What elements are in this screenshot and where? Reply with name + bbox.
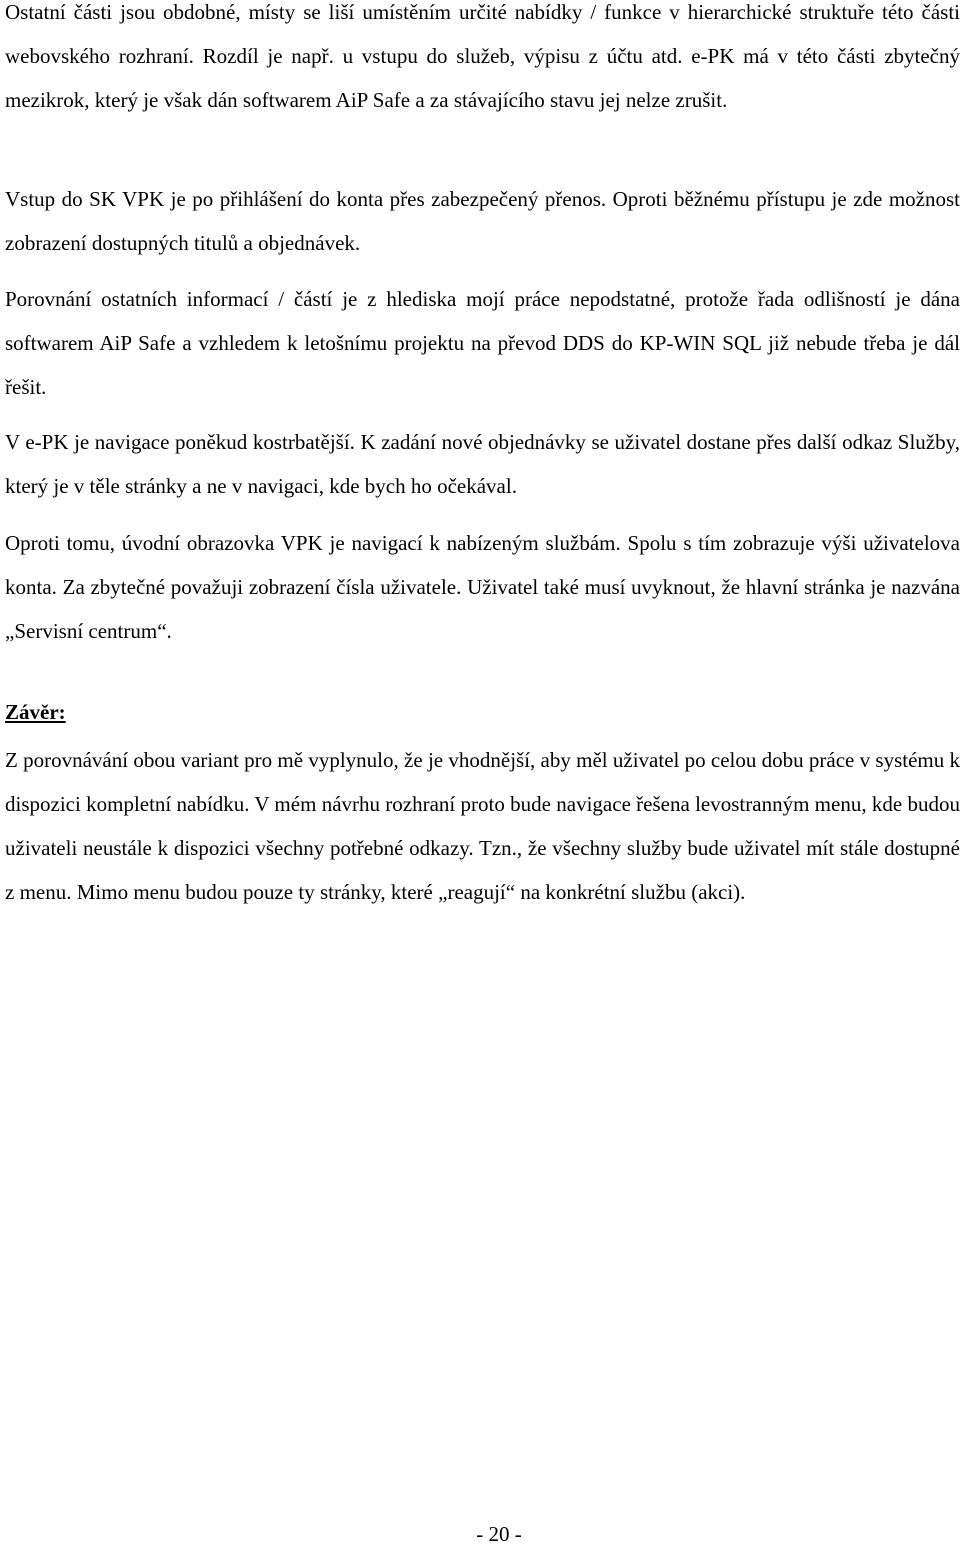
page-number: - 20 -: [476, 1522, 522, 1546]
paragraph-comparison-other: Porovnání ostatních informací / částí je z hlediska mojí práce nepodstatné, protože řada odlišností je dána softwarem AiP Safe a vzhledem k letošnímu projektu na převod DDS do KP-WIN SQL již nebude třeba je dál řešit.: [5, 287, 960, 399]
paragraph-sk-vpk-login: Vstup do SK VPK je po přihlášení do konta přes zabezpečený přenos. Oproti běžnému přístupu je zde možnost zobrazení dostupných titulů a objednávek.: [5, 187, 960, 255]
paragraph-other-parts: Ostatní části jsou obdobné, místy se liší umístěním určité nabídky / funkce v hierarchické struktuře této části webovského rozhraní. Rozdíl je např. u vstupu do služeb, výpisu z účtu atd. e-PK má v této části zbytečný mezikrok, který je však dán softwarem AiP Safe a za stávajícího stavu jej nelze zrušit.: [5, 0, 960, 112]
paragraph-conclusion: Z porovnávání obou variant pro mě vyplynulo, že je vhodnější, aby měl uživatel po celou dobu práce v systému k dispozici kompletní nabídku. V mém návrhu rozhraní proto bude navigace řešena levostranným menu, kde budou uživateli neustále k dispozici všechny potřebné odkazy. Tzn., že všechny služby bude uživatel mít stále dostupné z menu. Mimo menu budou pouze ty stránky, které „reagují“ na konkrétní službu (akci).: [5, 748, 960, 904]
paragraph-vpk-home: Oproti tomu, úvodní obrazovka VPK je navigací k nabízeným službám. Spolu s tím zobrazuje výši uživatelova konta. Za zbytečné považuji zobrazení čísla uživatele. Uživatel také musí uvyknout, že hlavní stránka je nazvána „Servisní centrum“.: [5, 531, 960, 643]
conclusion-heading: Závěr:: [5, 700, 66, 724]
paragraph-epk-navigation: V e-PK je navigace poněkud kostrbatější. K zadání nové objednávky se uživatel dostane přes další odkaz Služby, který je v těle stránky a ne v navigaci, kde bych ho očekával.: [5, 430, 960, 498]
